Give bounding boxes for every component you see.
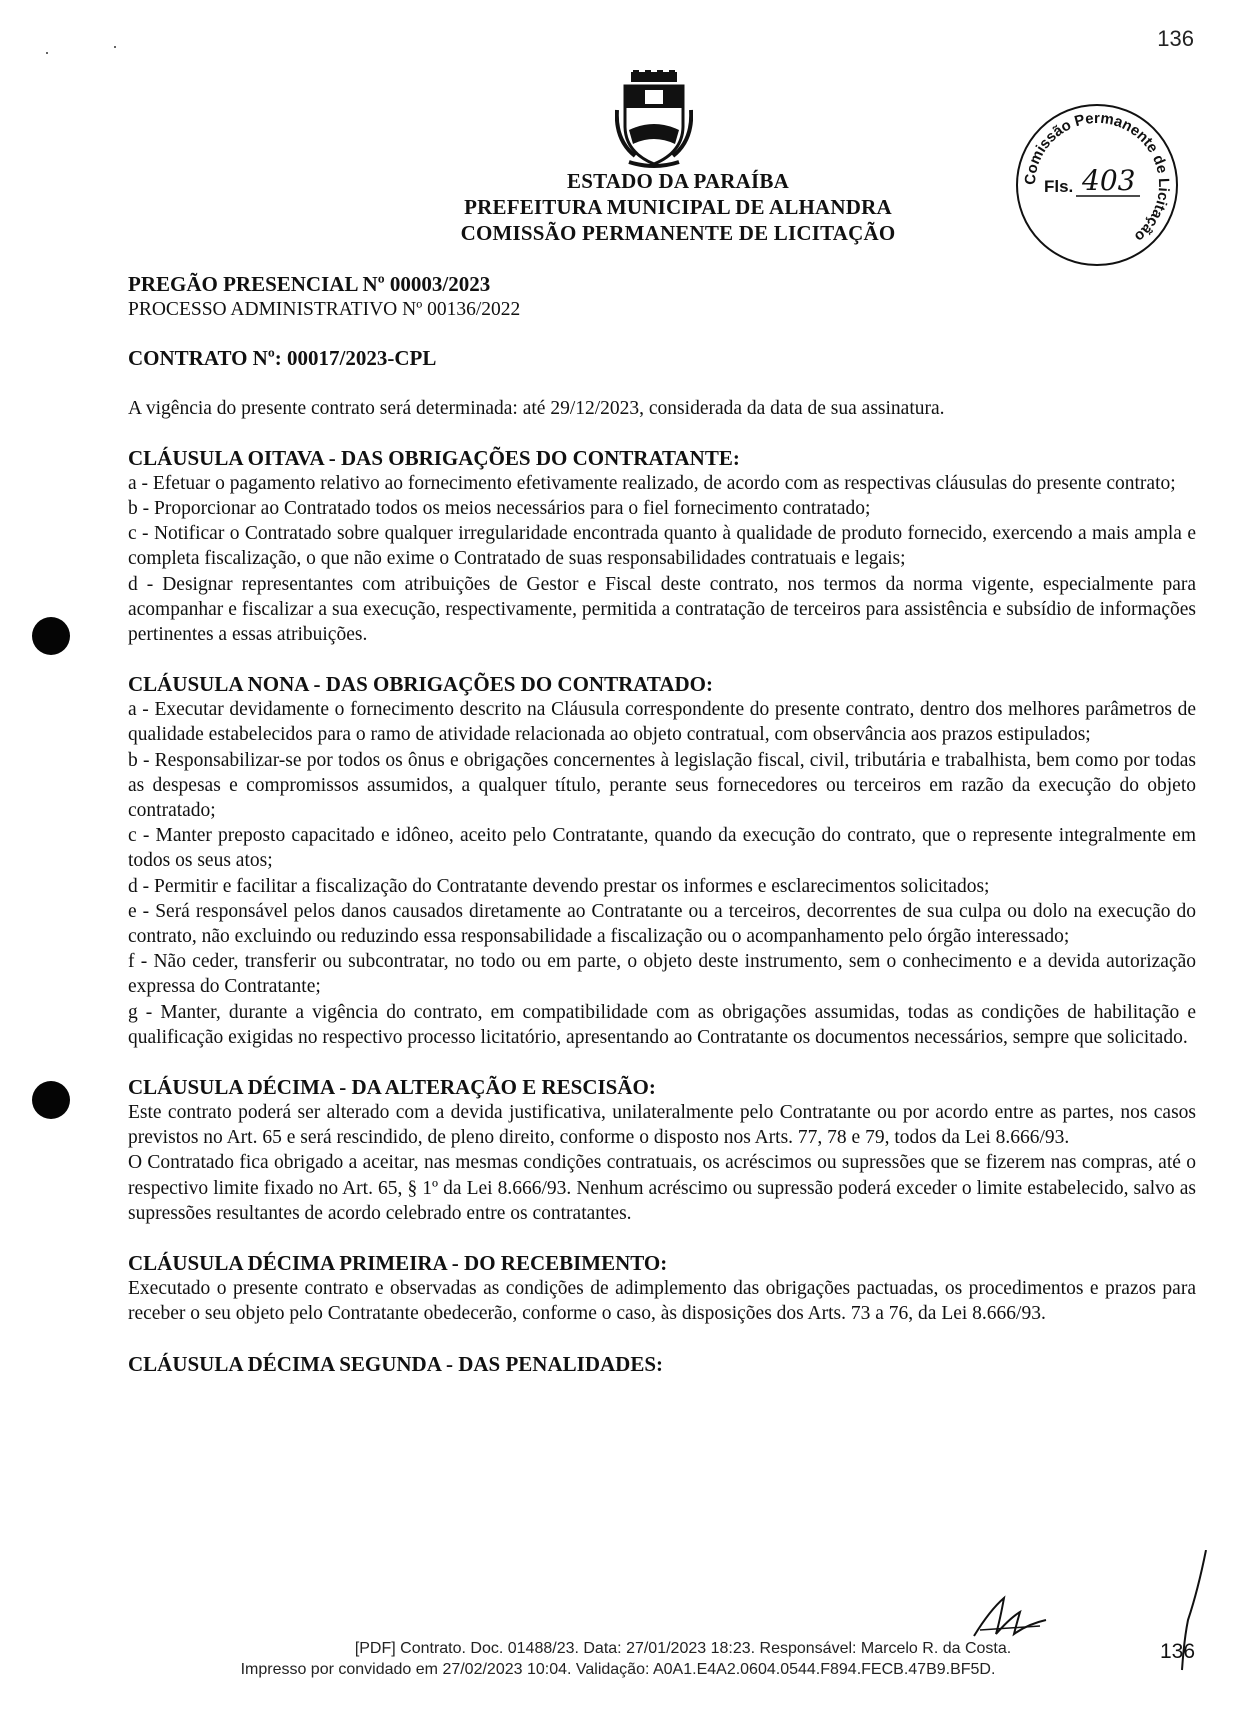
punch-hole [32, 1081, 70, 1119]
clause-paragraph: Executado o presente contrato e observadas as condições de adimplemento das obrigações pactuadas, os procedimentos e prazos para receber o seu objeto pelo Contratante obedecerão, conforme o caso, às disposições dos Arts. 73 a 76, da Lei 8.666/93. [128, 1278, 1196, 1325]
header-municipality: PREFEITURA MUNICIPAL DE ALHANDRA [464, 195, 892, 219]
commission-stamp [1012, 100, 1182, 270]
clause-item: b - Responsabilizar-se por todos os ônus e obrigações concernentes à legislação fiscal, civil, tributária e trabalhista, bem como por todas as despesas e compromissos assumidos, a qualquer título, perante seus fornecedores ou terceiros em razão da execução do objeto contratado; [128, 749, 1196, 822]
clause-item: a - Executar devidamente o fornecimento descrito na Cláusula correspondente do presente contrato, dentro dos melhores parâmetros de qualidade estabelecidos para o ramo de atividade relacionada ao objeto contratual, com observância aos prazos estipulados; [128, 699, 1196, 746]
clause-paragraph: O Contratado fica obrigado a aceitar, nas mesmas condições contratuais, os acréscimos ou supressões que se fizerem nas compras, até o respectivo limite fixado no Art. 65, § 1º da Lei 8.666/93. Nenhum acréscimo ou supressão poderá exceder o limite estabelecido, salvo as supressões resultantes de acordo celebrado entre os contratantes. [128, 1152, 1196, 1224]
footer-pdf-line: [PDF] Contrato. Doc. 01488/23. Data: 27/01/2023 18:23. Responsável: Marcelo R. da Costa. [354, 1640, 1012, 1657]
clause-item: b - Proporcionar ao Contratado todos os meios necessários para o fiel fornecimento contratado; [128, 498, 871, 520]
contrato-number: CONTRATO Nº: 00017/2023-CPL [128, 346, 437, 371]
corner-page-number: 136 [1160, 1640, 1196, 1663]
processo-line: PROCESSO ADMINISTRATIVO Nº 00136/2022 [128, 299, 521, 321]
scan-speck [114, 46, 116, 48]
clause-item: d - Permitir e facilitar a fiscalização do Contratante devendo prestar os informes e esclarecimentos solicitados; [128, 875, 990, 897]
section-title: CLÁUSULA DÉCIMA SEGUNDA - DAS PENALIDADES: [128, 1351, 663, 1376]
clause-item: f - Não ceder, transferir ou subcontratar, no todo ou em parte, o objeto deste instrumento, sem o conhecimento e a devida autorização expressa do Contratante; [128, 951, 1196, 998]
section-title: CLÁUSULA OITAVA - DAS OBRIGAÇÕES DO CONTRATANTE: [128, 445, 740, 470]
scan-speck [46, 52, 48, 54]
clause-item: g - Manter, durante a vigência do contrato, em compatibilidade com as obrigações assumidas, todas as condições de habilitação e qualificação exigidas no respectivo processo licitatório, apresentando ao Contratante os documentos necessários, sempre que solicitado. [128, 1001, 1196, 1048]
page-number: 136 [1157, 26, 1194, 51]
clause-item: c - Notificar o Contratado sobre qualquer irregularidade encontrada quanto à qualidade de produto fornecido, exercendo a mais ampla e completa fiscalização, o que não exime o Contratado de suas responsabilidades contratuais e legais; [128, 523, 1196, 570]
punch-hole [32, 617, 70, 655]
pregao-title: PREGÃO PRESENCIAL Nº 00003/2023 [128, 272, 491, 296]
stamp-ring-text: Comissão Permanente de Licitação [1021, 109, 1173, 246]
footer-validation-line: Impresso por convidado em 27/02/2023 10:04. Validação: A0A1.E4A2.0604.0544.F894.FECB.47B9.BF5D. [240, 1661, 996, 1678]
section-title: CLÁUSULA NONA - DAS OBRIGAÇÕES DO CONTRATADO: [128, 672, 713, 697]
stamp-fls-label: Fls. [1044, 177, 1074, 196]
clause-paragraph: Este contrato poderá ser alterado com a devida justificativa, unilateralmente pelo Contratante ou por acordo entre as partes, nos casos previstos no Art. 65 e será rescindido, de pleno direito, conforme o disposto nos Arts. 77, 78 e 79, todos da Lei 8.666/93. [128, 1102, 1196, 1149]
document-footer [0, 1638, 1236, 1680]
section-title: CLÁUSULA DÉCIMA PRIMEIRA - DO RECEBIMENTO: [128, 1251, 668, 1276]
stamp-fls-value: 403 [1082, 164, 1136, 197]
vigencia-paragraph: A vigência do presente contrato será determinada: até 29/12/2023, considerada da data de sua assinatura. [128, 397, 945, 419]
section-title: CLÁUSULA DÉCIMA - DA ALTERAÇÃO E RESCISÃO: [128, 1075, 656, 1100]
header-commission: COMISSÃO PERMANENTE DE LICITAÇÃO [460, 221, 896, 245]
coat-of-arms-logo [615, 70, 693, 170]
header-state: ESTADO DA PARAÍBA [567, 169, 789, 193]
clause-item: c - Manter preposto capacitado e idôneo, aceito pelo Contratante, quando da execução do contrato, que o represente integralmente em todos os seus atos; [128, 825, 1196, 872]
clause-item: e - Será responsável pelos danos causados diretamente ao Contratante ou a terceiros, decorrentes de sua culpa ou dolo na execução do contrato, não excluindo ou reduzindo essa responsabilidade a fiscalização ou o acompanhamento pelo órgão interessado; [128, 900, 1196, 948]
document-body [128, 272, 1196, 1377]
clause-item: a - Efetuar o pagamento relativo ao fornecimento efetivamente realizado, de acordo com as respectivas cláusulas do presente contrato; [128, 472, 1176, 494]
clause-item: d - Designar representantes com atribuições de Gestor e Fiscal deste contrato, nos termos da norma vigente, especialmente para acompanhar e fiscalizar a sua execução, respectivamente, permitida a contratação de terceiros para assistência e subsídio de informações pertinentes a essas atribuições. [128, 573, 1196, 646]
